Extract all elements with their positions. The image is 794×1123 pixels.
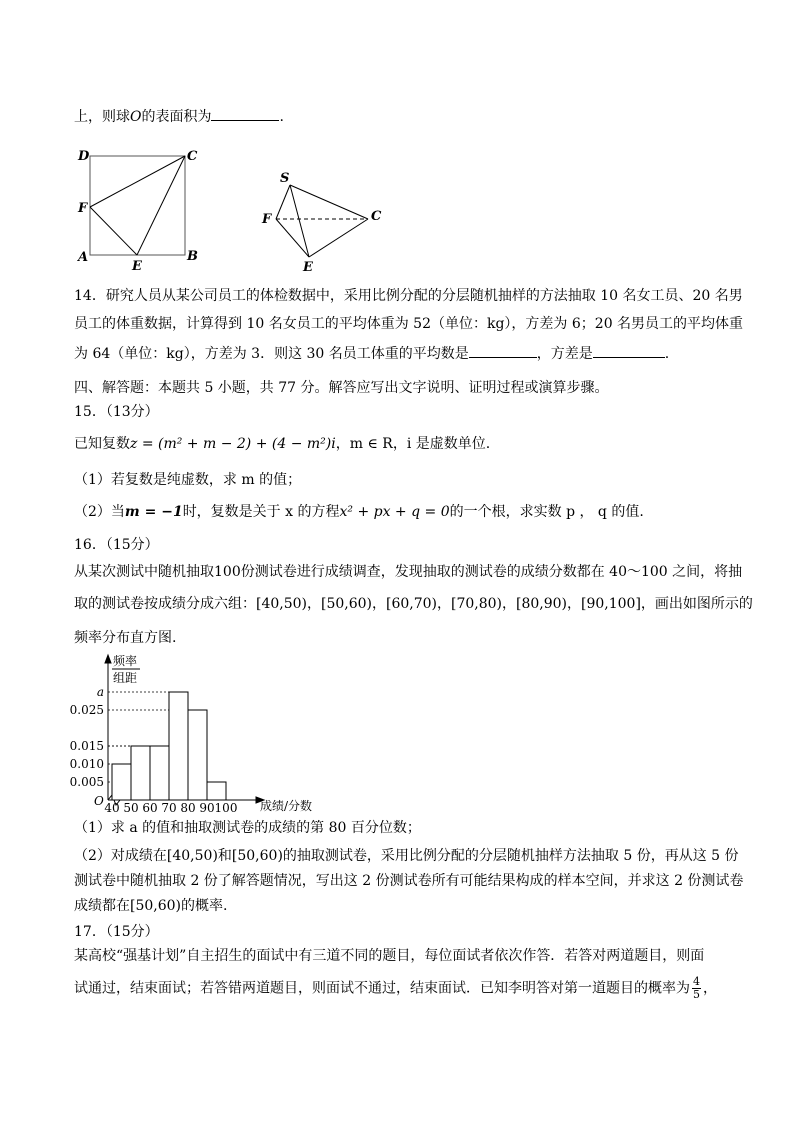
frequency-histogram [70,650,340,816]
label-S: S [280,171,290,186]
q14-line3-b: ，方差是 [536,346,593,362]
label-E: E [132,259,142,271]
label-D: D [78,149,90,164]
q16-line1: 从某次测试中随机抽取100份测试卷进行成绩调查，发现抽取的测试卷的成绩分数都在 40～100 之间，将抽 [74,564,743,580]
histogram-bar [150,746,169,800]
label-B: B [187,249,198,264]
q16-header: 16．（15分） [74,537,159,553]
q13-var: O [130,109,142,125]
q17-line2-a: 试通过，结束面试；若答错两道题目，则面试不通过，结束面试．已知李明答对第一道题目的概率为 [74,980,690,997]
origin-label: O [94,794,104,808]
q13-end: . [279,109,284,125]
q14-blank-variance[interactable] [593,343,665,358]
label-F: F [78,201,88,216]
histogram-bar [112,764,131,800]
xlabel: 成绩/分数 [260,799,313,813]
q15-part2-c: 的一个根，求实数 p ， q 的值. [449,504,644,520]
q14-line3-a: 为 64（单位：kg），方差为 3．则这 30 名员工体重的平均数是 [74,346,469,362]
histogram-bar [188,710,207,800]
q16-part1: （1）求 a 的值和抽取测试卷的成绩的第 80 百分位数； [74,820,421,836]
q14-blank-mean[interactable] [469,343,537,358]
x-tick-label: 100 [214,801,238,815]
x-tick-label: 40 [104,801,120,815]
x-tick-label: 70 [161,801,177,815]
q15-stmt-b: ，m ∈ R，i 是虚数单位. [335,436,491,452]
y-tick-label: a [96,685,104,699]
label-C: C [187,149,198,164]
figure-tetrahedron [258,168,388,274]
y-tick-label: 0.015 [70,739,104,753]
q15-formula: z = (m² + m − 2) + (4 − m²)i [130,436,336,452]
y-tick-label: 0.010 [70,757,104,771]
q15-part2 [74,502,644,522]
q13-suffix: 的表面积为 [141,109,212,125]
label-A: A [78,250,89,265]
ylabel-bottom: 组距 [113,671,138,685]
q17-line1: 某高校“强基计划”自主招生的面试中有三道不同的题目，每位面试者依次作答．若答对两道题目，则面 [74,948,705,964]
q17-fraction [692,976,701,1001]
q14-line1: 14．研究人员从某公司员工的体检数据中，采用比例分配的分层随机抽样的方法抽取 10 名女工员、20 名男 [74,288,743,304]
q17-frac-num: 4 [693,975,700,988]
q13-answer-blank[interactable] [211,106,279,121]
x-tick-label: 50 [123,801,139,815]
q15-part2-eq: x² + px + q = 0 [339,504,450,520]
label-E2: E [303,260,313,274]
label-C2: C [371,209,382,224]
q13-prefix: 上，则球 [74,109,130,125]
q14-end: . [664,346,670,362]
q15-header: 15．（13分） [74,404,159,420]
q15-part2-cond: m = −1 [124,504,183,520]
q16-line2: 取的测试卷按成绩分成六组：[40,50)，[50,60)，[60,70)，[70,80)，[80,90)，[90,100]，画出如图所示的 [74,596,753,612]
histogram-bar [207,782,226,800]
x-tick-label: 80 [180,801,196,815]
figure-square [72,146,212,271]
q16-part2-line2: 测试卷中随机抽取 2 份了解答题情况，写出这 2 份测试卷所有可能结果构成的样本空间，并求这 2 份测试卷 [74,873,744,889]
q16-part2-line3: 成绩都在[50,60)的概率. [74,898,228,914]
q17-line2-end: ， [703,980,717,997]
q15-part1: （1）若复数是纯虚数，求 m 的值； [74,472,302,488]
histogram-bar [169,692,188,800]
x-tick-label: 90 [199,801,215,815]
y-tick-label: 0.005 [70,775,104,789]
y-axis-arrow [105,655,111,663]
q14-line3 [74,343,669,364]
q14-line2: 员工的体重数据，计算得到 10 名女员工的平均体重为 52（单位：kg），方差为 6；20 名男员工的平均体重 [74,316,744,332]
q15-part2-a: （2）当 [74,504,125,520]
q16-part2-line1: （2）对成绩在[40,50)和[50,60)的抽取测试卷，采用比例分配的分层随机抽样方法抽取 5 份，再从这 5 份 [74,848,739,864]
q15-statement [74,434,490,454]
q16-line3: 频率分布直方图. [74,630,177,646]
x-tick-label: 60 [142,801,158,815]
q15-stmt-a: 已知复数 [74,436,130,452]
histogram-bar [131,746,150,800]
ylabel-top: 频率 [113,654,138,668]
q17-line2 [74,976,717,1001]
q17-header: 17．（15分） [74,924,159,940]
q15-part2-b: 时，复数是关于 x 的方程 [182,504,340,520]
y-tick-label: 0.025 [70,703,104,717]
q17-frac-den: 5 [693,988,700,1001]
label-F2: F [262,212,272,227]
q13-line [74,106,284,127]
section-4-title: 四、解答题：本题共 5 小题，共 77 分。解答应写出文字说明、证明过程或演算步骤。 [74,380,609,396]
